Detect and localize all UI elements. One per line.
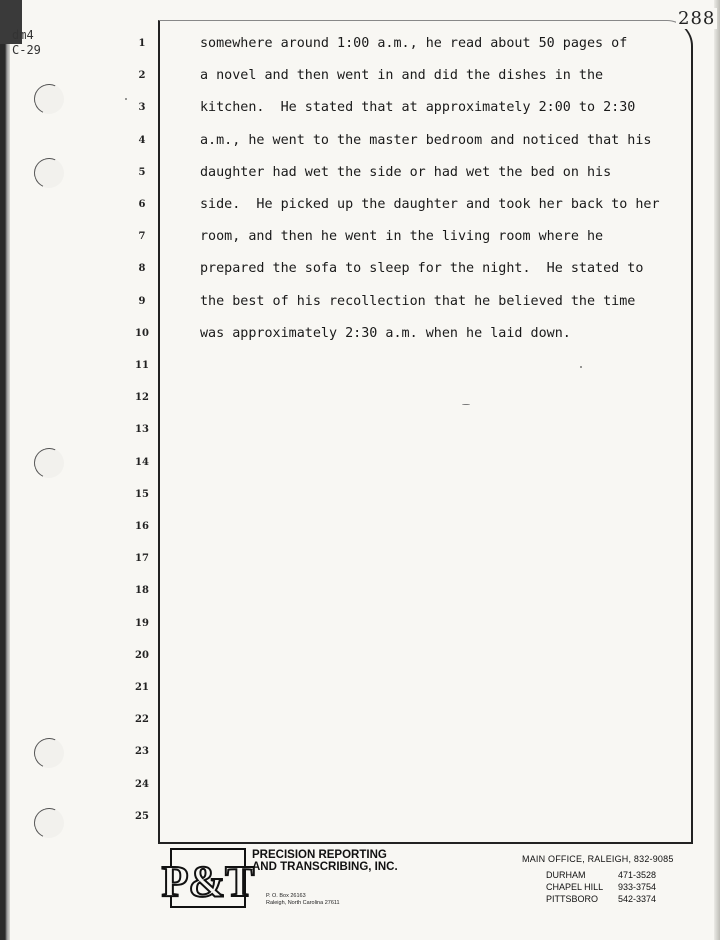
line-number: 1 <box>138 38 146 49</box>
line-number: 20 <box>135 649 149 661</box>
binding-edge <box>0 0 10 940</box>
line-number: 14 <box>135 456 149 468</box>
company-name <box>252 849 398 873</box>
office-city: PITTSBORO <box>546 894 599 904</box>
line-number: 22 <box>135 714 149 726</box>
punch-hole-icon <box>30 154 68 192</box>
paper-speck <box>580 366 582 368</box>
margin-mark-exhibit: C-29 <box>12 43 41 57</box>
line-number: 18 <box>135 585 149 597</box>
company-name-line1: PRECISION REPORTING <box>252 849 387 861</box>
reporter-footer <box>161 846 690 916</box>
punch-hole-icon <box>30 734 68 772</box>
transcript-line: kitchen. He stated that at approximately 2:00 to 2:30 <box>200 100 636 116</box>
address-line1: P. O. Box 26163 <box>266 893 306 899</box>
office-phone: 542-3374 <box>618 894 657 904</box>
line-number: 15 <box>135 488 149 500</box>
transcript-line: a.m., he went to the master bedroom and noticed that his <box>200 132 652 148</box>
line-number: 17 <box>135 553 149 565</box>
transcript-line: somewhere around 1:00 a.m., he read about 50 pages of <box>200 36 628 51</box>
transcript-line: was approximately 2:30 a.m. when he laid down. <box>200 325 571 341</box>
paper-speck <box>125 98 127 100</box>
line-number: 7 <box>138 231 146 243</box>
line-number: 10 <box>135 327 149 339</box>
line-number: 11 <box>135 360 149 371</box>
main-office: MAIN OFFICE, RALEIGH, 832-9085 <box>522 854 674 864</box>
line-number: 4 <box>138 134 146 146</box>
paper-speck <box>462 404 470 405</box>
page-number: 288 <box>678 8 716 29</box>
page-edge-shadow <box>714 0 720 940</box>
office-row <box>546 870 656 880</box>
line-number: 2 <box>138 70 146 82</box>
address-line2: Raleigh, North Carolina 27611 <box>266 900 340 906</box>
office-phone: 471-3528 <box>618 870 657 880</box>
transcript-line: daughter had wet the side or had wet the bed on his <box>200 164 612 180</box>
line-number: 5 <box>138 166 146 178</box>
line-number: 13 <box>135 424 149 436</box>
company-logo-icon <box>161 848 255 908</box>
transcript-line: the best of his recollection that he believed the time <box>200 293 636 309</box>
line-number: 16 <box>135 521 149 532</box>
line-number: 12 <box>135 392 149 404</box>
logo-text: P&T <box>161 857 255 906</box>
line-number: 9 <box>138 295 146 307</box>
margin-mark-dm: dm4 <box>12 28 34 42</box>
punch-hole-icon <box>30 804 68 842</box>
office-row <box>546 894 656 904</box>
transcript-line: prepared the sofa to sleep for the night. He stated to <box>200 261 644 277</box>
transcript-line: side. He picked up the daughter and took her back to her <box>200 197 660 212</box>
line-number: 23 <box>135 746 149 758</box>
office-city: CHAPEL HILL <box>546 882 604 892</box>
office-row <box>546 882 656 892</box>
punch-hole-icon <box>30 444 68 482</box>
line-number: 25 <box>135 810 149 822</box>
punch-hole-icon <box>30 80 68 118</box>
transcript-line: a novel and then went in and did the dishes in the <box>200 68 604 84</box>
company-address <box>266 893 340 907</box>
office-phone: 933-3754 <box>618 882 657 892</box>
transcript-line: room, and then he went in the living room where he <box>200 229 604 245</box>
line-number: 6 <box>138 199 146 210</box>
margin-marks <box>12 28 41 58</box>
office-city: DURHAM <box>546 870 586 880</box>
company-name-line2: AND TRANSCRIBING, INC. <box>252 861 398 873</box>
line-number: 24 <box>135 778 149 790</box>
line-number: 3 <box>138 102 146 114</box>
line-number: 19 <box>135 617 149 629</box>
line-number: 8 <box>138 263 146 275</box>
line-number: 21 <box>135 682 149 693</box>
